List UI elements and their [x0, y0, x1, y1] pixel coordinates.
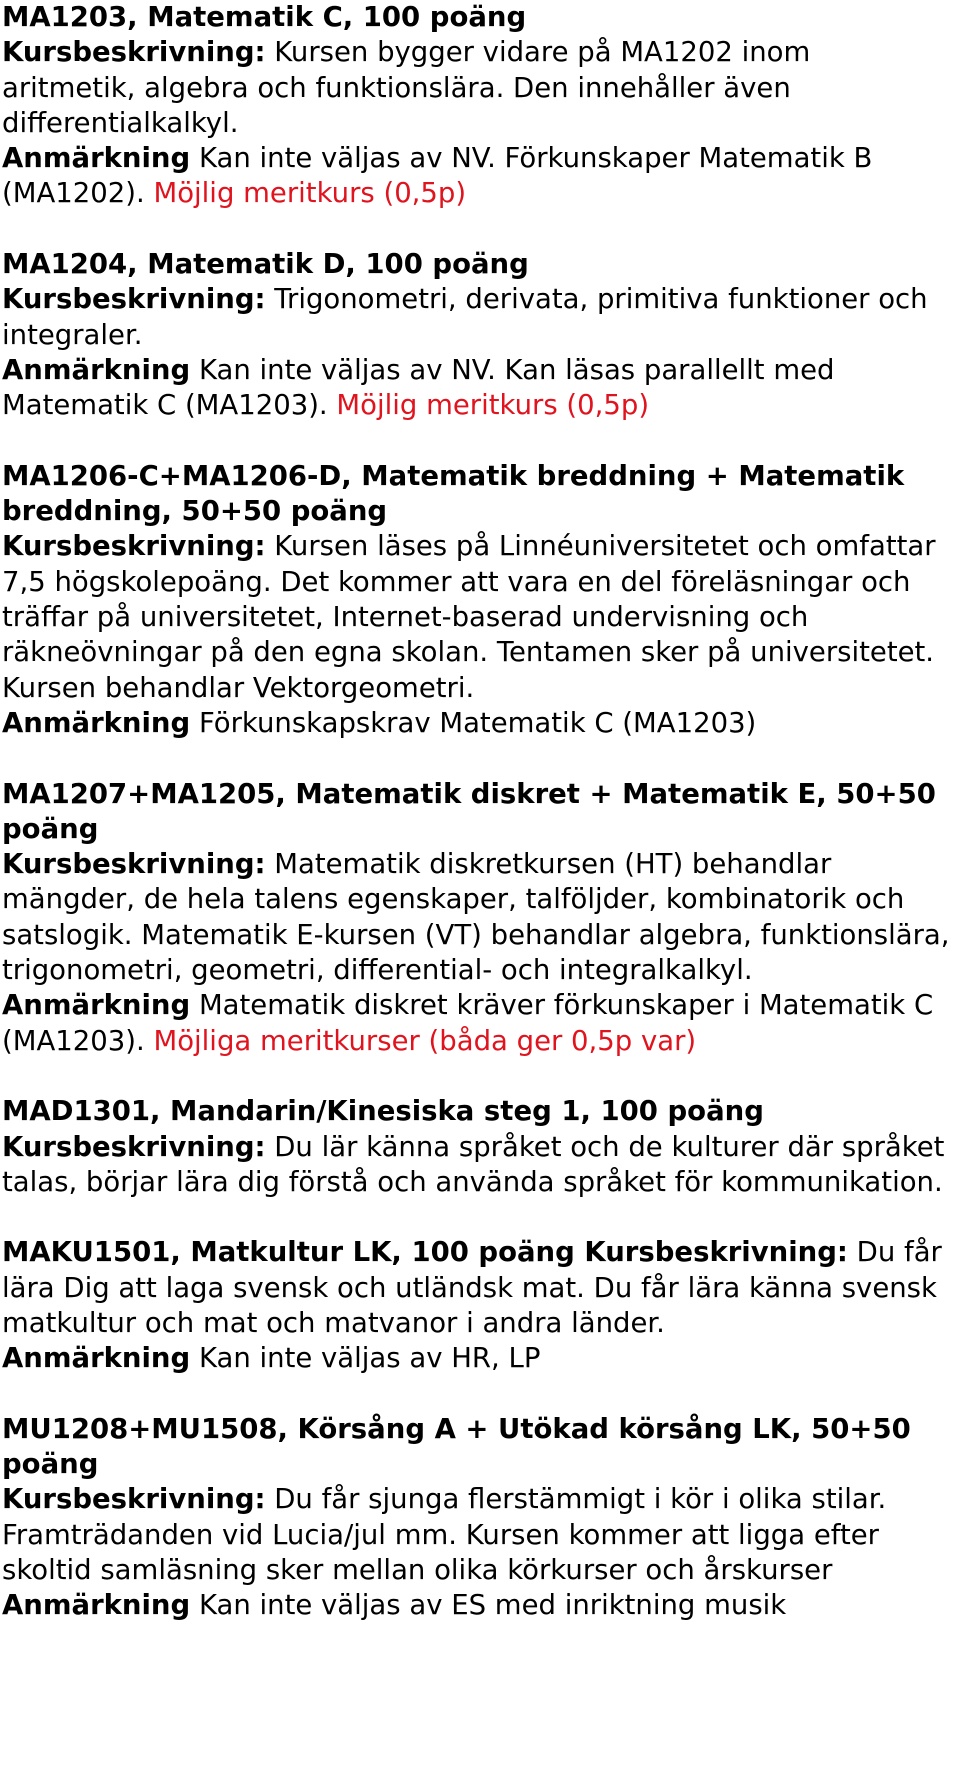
note-label: Anmärkning [2, 1342, 191, 1375]
description-label: Kursbeskrivning: [2, 1130, 266, 1163]
course-note: Förkunskapskrav Matematik C (MA1203) [190, 706, 757, 739]
course-title: MA1203, Matematik C, 100 poäng [2, 1, 527, 33]
course-title: MU1208+MU1508, Körsång A + Utökad körsång LK, 50+50 poäng [2, 1412, 911, 1481]
course-description: Du får sjunga flerstämmigt i kör i olika stilar. Framträdanden vid Lucia/jul mm. Kursen kommer att ligga efter skoltid samläsning sker mellan olika körkurser och årskurser [2, 1483, 887, 1587]
description-label: Kursbeskrivning: [2, 283, 266, 316]
merit-text: Möjlig meritkurs (0,5p) [336, 389, 650, 422]
description-label: Kursbeskrivning: [2, 530, 266, 563]
course-note: Kan inte väljas av HR, LP [190, 1342, 541, 1375]
course-note: Matematik diskret kräver förkunskaper i Matematik C (MA1203). [2, 989, 934, 1057]
description-label: Kursbeskrivning: [2, 848, 266, 881]
note-label: Anmärkning [2, 142, 191, 175]
course-ma1204 [2, 247, 952, 423]
course-ma1203 [2, 0, 952, 212]
course-title: MA1206-C+MA1206-D, Matematik breddning + Matematik breddning, 50+50 poäng [2, 459, 905, 528]
description-label: Kursbeskrivning: [2, 36, 266, 69]
course-mu1208 [2, 1412, 952, 1624]
merit-text: Möjliga meritkurser (båda ger 0,5p var) [153, 1024, 697, 1057]
course-description: Du lär känna språket och de kulturer där språket talas, börjar lära dig förstå och använda språket för kommunikation. [2, 1130, 945, 1198]
course-description: Trigonometri, derivata, primitiva funktioner och integraler. [2, 283, 928, 351]
course-description: Kursen läses på Linnéuniversitetet och omfattar 7,5 högskolepoäng. Det kommer att vara en del föreläsningar och träffar på universitetet, Internet-baserad undervisning och räkneövningar på den egna skolan. Tentamen sker på universitetet. Kursen behandlar Vektorgeometri. [2, 530, 936, 704]
course-ma1206 [2, 459, 952, 741]
course-description: Du får lära Dig att laga svensk och utländsk mat. Du får lära känna svensk matkultur och mat och matvanor i andra länder. [2, 1236, 942, 1339]
note-label: Anmärkning [2, 706, 191, 739]
note-label: Anmärkning [2, 353, 191, 386]
merit-text: Möjlig meritkurs (0,5p) [153, 177, 467, 210]
course-note: Kan inte väljas av NV. Förkunskaper Matematik B (MA1202). [2, 142, 873, 210]
course-note: Kan inte väljas av ES med inriktning musik [190, 1589, 787, 1622]
course-maku1501 [2, 1235, 952, 1376]
note-label: Anmärkning [2, 989, 191, 1022]
course-mad1301 [2, 1094, 952, 1200]
course-note: Kan inte väljas av NV. Kan läsas parallellt med Matematik C (MA1203). [2, 353, 835, 422]
description-label: Kursbeskrivning: [2, 1483, 266, 1516]
course-description: Matematik diskretkursen (HT) behandlar mängder, de hela talens egenskaper, talföljder, kombinatorik och satslogik. Matematik E-kursen (VT) behandlar algebra, funktionslära, trigonometri, geometri, differential- och integralkalkyl. [2, 848, 950, 987]
course-title: MA1207+MA1205, Matematik diskret + Matematik E, 50+50 poäng [2, 777, 936, 845]
course-ma1207 [2, 777, 952, 1059]
course-title: MAKU1501, Matkultur LK, 100 poäng [2, 1236, 575, 1269]
course-title: MA1204, Matematik D, 100 poäng [2, 248, 529, 281]
note-label: Anmärkning [2, 1589, 191, 1622]
description-label: Kursbeskrivning: [574, 1236, 848, 1269]
course-description: Kursen bygger vidare på MA1202 inom aritmetik, algebra och funktionslära. Den innehåller även differentialkalkyl. [2, 36, 811, 139]
course-title: MAD1301, Mandarin/Kinesiska steg 1, 100 poäng [2, 1095, 764, 1128]
